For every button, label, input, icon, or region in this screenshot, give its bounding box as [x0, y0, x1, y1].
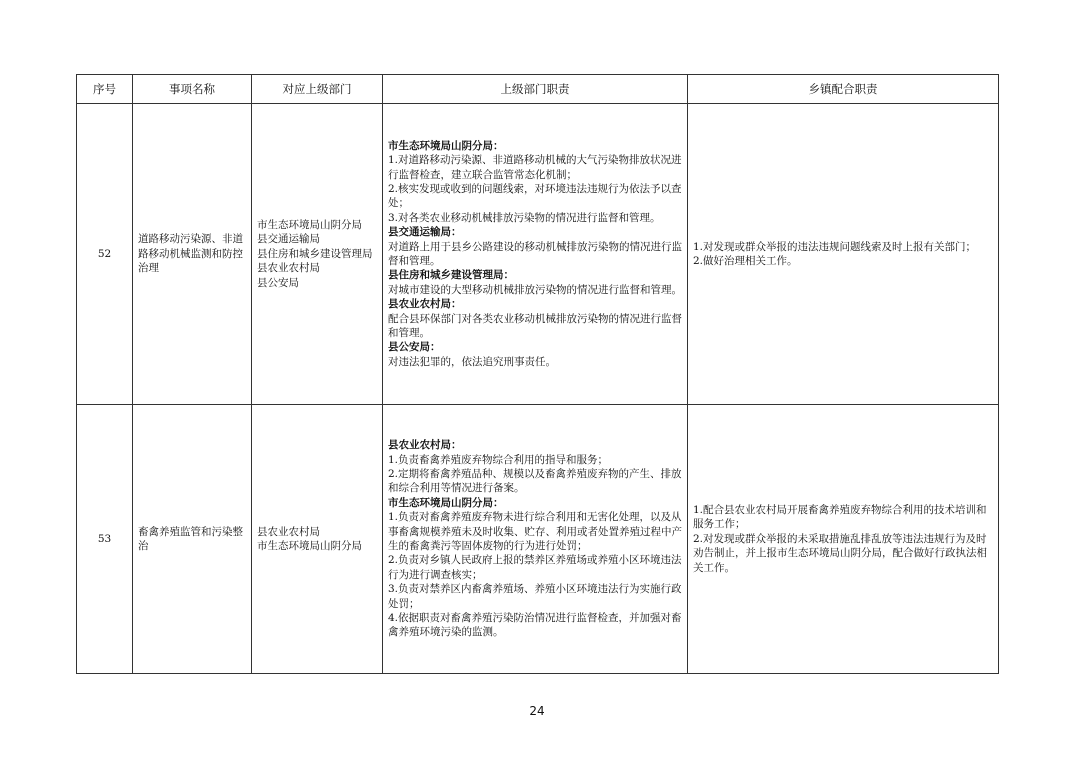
duty-text: 配合县环保部门对各类农业移动机械排放污染物的情况进行监督和管理。 — [388, 312, 682, 340]
duty-text: 对城市建设的大型移动机械排放污染物的情况进行监督和管理。 — [388, 283, 682, 296]
header-superior-duties: 上级部门职责 — [383, 75, 688, 104]
duty-text: 对违法犯罪的，依法追究刑事责任。 — [388, 355, 556, 368]
department-list — [252, 104, 383, 405]
town-duty-text: 1.配合县农业农村局开展畜禽养殖废弃物综合利用的技术培训和服务工作； 2.对发现或群众举报的未采取措施乱排乱放等违法违规行为及时劝告制止，并上报市生态环境局山阴分局，配合做好行政执法相关工作。 — [693, 503, 987, 574]
duty-text: 对道路上用于县乡公路建设的移动机械排放污染物的情况进行监督和管理。 — [388, 240, 682, 267]
duty-dept: 市生态环境局山阴分局： — [388, 139, 504, 152]
table-row — [77, 405, 999, 674]
header-town-duties: 乡镇配合职责 — [688, 75, 999, 104]
duty-dept: 县农业农村局： — [388, 298, 462, 311]
duty-dept: 县住房和城乡建设管理局： — [388, 269, 514, 282]
header-no: 序号 — [77, 75, 133, 104]
row-number: 53 — [77, 405, 133, 674]
duty-dept: 县农业农村局： — [388, 439, 462, 452]
page-number: 24 — [529, 704, 545, 718]
header-department: 对应上级部门 — [252, 75, 383, 104]
department-text: 县农业农村局 市生态环境局山阴分局 — [257, 525, 362, 552]
duty-text: 1.负责畜禽养殖废弃物综合利用的指导和服务； 2.定期将畜禽养殖品种、规模以及畜禽养殖废弃物的产生、排放和综合利用等情况进行备案。 — [388, 453, 682, 495]
header-name: 事项名称 — [133, 75, 252, 104]
duty-table — [76, 74, 999, 674]
town-duties — [688, 405, 999, 674]
duty-text: 1.对道路移动污染源、非道路移动机械的大气污染物排放状况进行监督检查，建立联合监管常态化机制； 2.核实发现或收到的问题线索，对环境违法违规行为依法予以查处； 3.对各类农业移动机械排放污染物的情况进行监督和管理。 — [388, 154, 682, 224]
superior-duties — [383, 104, 688, 405]
row-number: 52 — [77, 104, 133, 405]
item-name: 道路移动污染源、非道路移动机械监测和防控治理 — [133, 104, 252, 405]
item-name: 畜禽养殖监管和污染整治 — [133, 405, 252, 674]
duty-text: 1.负责对畜禽养殖废弃物未进行综合利用和无害化处理，以及从事畜禽规模养殖未及时收集、贮存、利用或者处置养殖过程中产生的畜禽粪污等固体废物的行为进行处罚； 2.负责对乡镇人民政府上报的禁养区养殖场或养殖小区环境违法行为进行调查核实； 3.负责对禁养区内畜禽养殖场、养殖小区环境违法行为实施行政处罚； 4.依据职责对畜禽养殖污染防治情况进行监督检查，并加强对畜禽养殖环境污染的监测。 — [388, 511, 682, 639]
department-list — [252, 405, 383, 674]
superior-duties — [383, 405, 688, 674]
duty-dept: 县公安局： — [388, 341, 441, 354]
table-row — [77, 104, 999, 405]
header-row — [77, 75, 999, 104]
duty-dept: 县交通运输局： — [388, 226, 462, 239]
duty-dept: 市生态环境局山阴分局： — [388, 496, 504, 509]
department-text: 市生态环境局山阴分局 县交通运输局 县住房和城乡建设管理局 县农业农村局 县公安局 — [257, 218, 373, 289]
town-duty-text: 1.对发现或群众举报的违法违规问题线索及时上报有关部门； 2.做好治理相关工作。 — [693, 240, 977, 267]
town-duties — [688, 104, 999, 405]
